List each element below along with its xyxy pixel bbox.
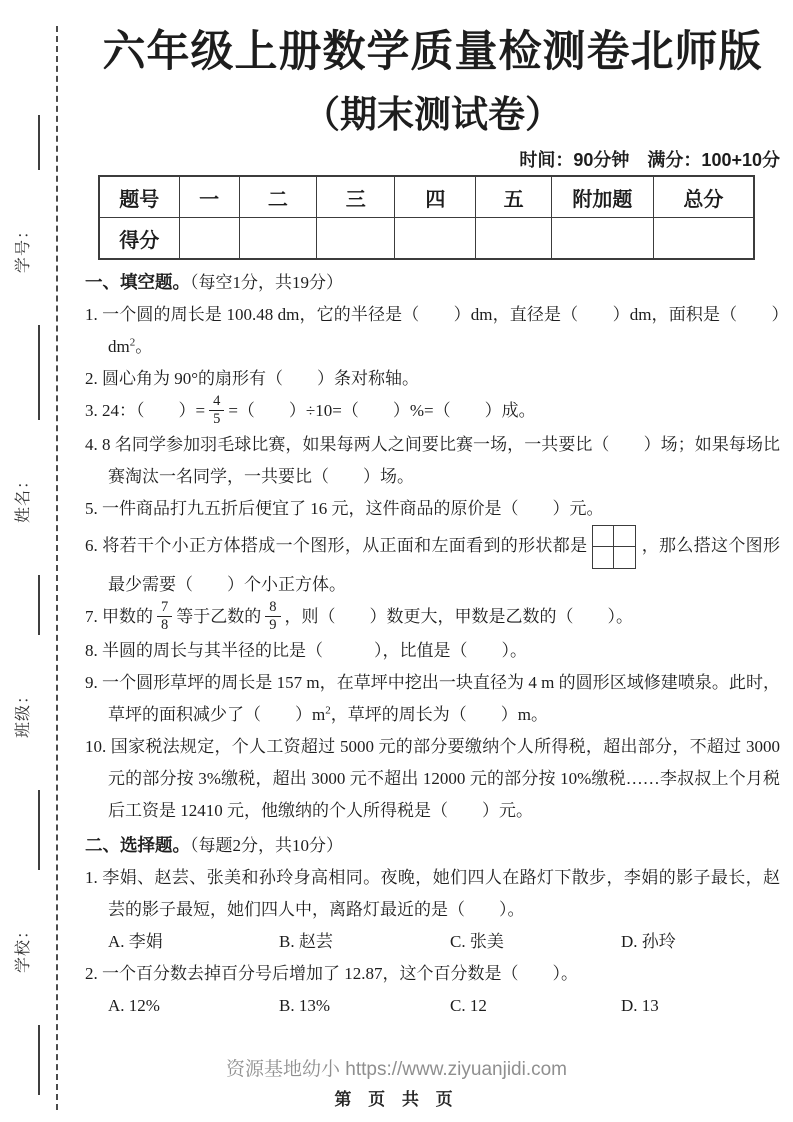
question: 10. 国家税法规定，个人工资超过 5000 元的部分要缴纳个人所得税，超出部分，不超过 3000 元的部分按 3%缴税，超出 3000 元不超出 12000 元的部分按 10%缴税……李叔叔上个月税后工资是 12410 元，他缴纳的个人所得税是（ ）元。 — [85, 737, 780, 821]
grid-cell — [614, 526, 635, 547]
page-footer — [0, 1058, 793, 1110]
score-table-header-cell: 二 — [239, 176, 317, 218]
write-in-line — [38, 790, 40, 870]
section-heading-points: （每空1分，共19分） — [190, 273, 343, 292]
sidebar-field-label: 班级： — [14, 687, 32, 739]
score-cell — [317, 218, 395, 260]
option: D. 孙玲 — [621, 932, 676, 952]
score-row-label: 得分 — [99, 218, 179, 260]
score-table-header-cell: 题号 — [99, 176, 179, 218]
score-cell — [395, 218, 476, 260]
option: D. 13 — [621, 996, 659, 1016]
score-cell — [552, 218, 654, 260]
option: C. 张美 — [450, 932, 504, 952]
question: 2. 一个百分数去掉百分号后增加了 12.87，这个百分数是（ ）。 — [85, 964, 578, 984]
fraction — [157, 600, 172, 634]
score-cell — [653, 218, 754, 260]
section-heading-points: （每题2分，共10分） — [190, 836, 343, 856]
section-heading-bold: 二、选择题。 — [85, 835, 190, 856]
footer-credit: 资源基地幼小 https://www.ziyuanjidi.com — [225, 1059, 568, 1080]
write-in-line — [38, 115, 40, 170]
grid-cell — [593, 526, 614, 547]
options-row — [85, 926, 780, 958]
section-heading — [85, 266, 780, 299]
question: 8. 半圆的周长与其半径的比是（ ），比值是（ ）。 — [85, 641, 527, 661]
score-table-header-cell: 总分 — [653, 176, 754, 218]
option: A. 李娟 — [108, 932, 163, 952]
section-heading — [85, 829, 780, 862]
option: B. 赵芸 — [279, 932, 333, 952]
questions-area — [85, 266, 780, 1022]
fraction — [265, 600, 280, 634]
score-table-header-cell: 三 — [317, 176, 395, 218]
score-cell — [179, 218, 239, 260]
score-table — [98, 175, 755, 260]
question: 9. 一个圆形草坪的周长是 157 m，在草坪中挖出一块直径为 4 m 的圆形区域修建喷泉。此时，草坪的面积减少了（ ）$m^2$，草坪的周长为（ ）m。 — [85, 673, 780, 725]
score-table-header-cell: 四 — [395, 176, 476, 218]
cube-view-grid — [592, 525, 636, 569]
main-content — [85, 0, 780, 1022]
score-table-header-cell: 五 — [476, 176, 552, 218]
student-info-sidebar — [0, 115, 60, 1095]
score-table-header-cell: 附加题 — [552, 176, 654, 218]
question: 5. 一件商品打九五折后便宜了 16 元，这件商品的原价是（ ）元。 — [85, 499, 604, 519]
fraction-denominator: 9 — [265, 616, 280, 634]
footer-page-label: 第 页 共 页 — [334, 1090, 459, 1109]
question: 6. 将若干个小正方体搭成一个图形，从正面和左面看到的形状都是 ，那么搭这个图形最少需要（ ）个小正方体。 — [85, 525, 780, 601]
question: 1. 一个圆的周长是 100.48 dm，它的半径是（ ）dm，直径是（ ）dm，面积是（ ）$dm^2$。 — [85, 305, 780, 356]
score-cell — [476, 218, 552, 260]
fraction-denominator: 5 — [209, 410, 224, 428]
score-table-header-row — [99, 176, 754, 218]
superscript: 2 — [129, 336, 136, 349]
score-table-header-cell: 一 — [179, 176, 239, 218]
question: 7. 甲数的 $\frac{7}{8}$ 等于乙数的 $\frac{8}{9}$ ，则（ ）数更大，甲数是乙数的（ ）。 — [85, 599, 633, 634]
exam-meta: 时间：90分钟 满分：100+10分 — [519, 150, 780, 170]
fraction-numerator: 8 — [269, 599, 277, 616]
question: 4. 8 名同学参加羽毛球比赛，如果每两人之间要比赛一场，一共要比（ ）场；如果每场比赛淘汰一名同学，一共要比（ ）场。 — [85, 435, 780, 487]
question: 1. 李娟、赵芸、张美和孙玲身高相同。夜晚，她们四人在路灯下散步，李娟的影子最长，赵芸的影子最短，她们四人中，离路灯最近的是（ ）。 — [85, 868, 780, 920]
score-cell — [239, 218, 317, 260]
sidebar-field-label: 姓名： — [14, 472, 32, 524]
question: 2. 圆心角为 90°的扇形有（ ）条对称轴。 — [85, 369, 420, 388]
grid-cell — [593, 547, 614, 568]
grid-cell — [614, 547, 635, 568]
sidebar-field-label: 学号： — [14, 222, 32, 274]
option: C. 12 — [450, 996, 487, 1016]
fraction-numerator: 4 — [213, 393, 221, 410]
score-table-score-row — [99, 218, 754, 260]
question: 3. 24：（ ）= $\frac{4}{5}$ =（ ）÷10=（ ）%=（ ）成。 — [85, 393, 536, 428]
page-subtitle: （期末测试卷） — [303, 94, 562, 135]
option: B. 13% — [279, 996, 330, 1016]
superscript: 2 — [325, 704, 331, 717]
options-row — [85, 990, 780, 1022]
write-in-line — [38, 575, 40, 635]
write-in-line — [38, 325, 40, 420]
fraction — [209, 394, 224, 428]
section-heading-bold: 一、填空题。 — [85, 272, 190, 292]
fraction-denominator: 8 — [157, 616, 172, 634]
fraction-numerator: 7 — [161, 599, 169, 616]
page-title: 六年级上册数学质量检测卷北师版 — [102, 28, 763, 76]
option: A. 12% — [108, 996, 160, 1016]
sidebar-field-label: 学校： — [14, 922, 32, 974]
